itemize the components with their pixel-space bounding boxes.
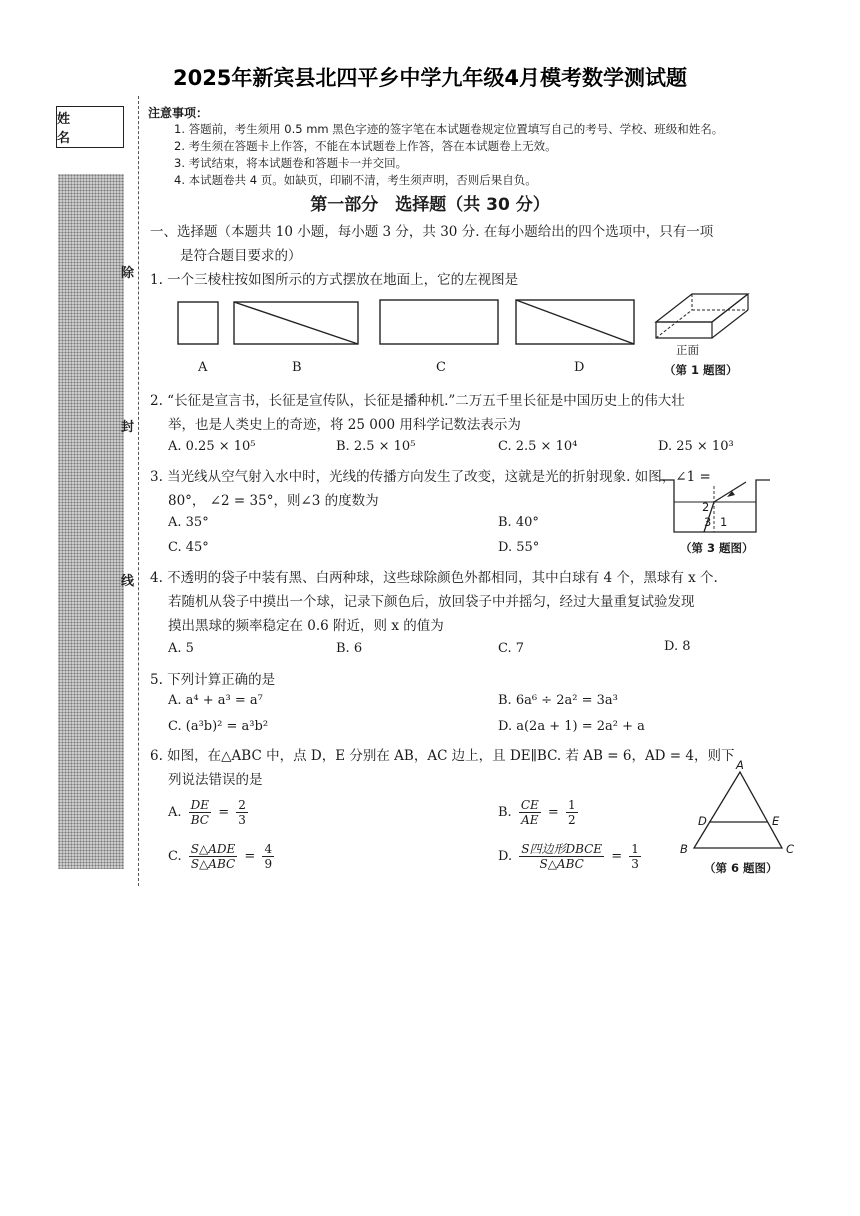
question-3-line-2: 80°， ∠2 = 35°，则∠3 的度数为 <box>168 493 379 509</box>
q6-option-b: B. $\frac{CE}{AE}$ = $\frac{1}{2}$ <box>498 798 576 827</box>
q6-vertex-e: E <box>772 814 780 828</box>
q1-prism-figure <box>652 286 762 346</box>
q5-option-c: C. (a³b)² = a³b² <box>168 719 269 734</box>
q3-option-b: B. 40° <box>498 515 539 530</box>
q2-option-a: A. 0.25 × 10⁵ <box>168 439 256 454</box>
seal-char-1: 除 <box>121 266 135 281</box>
question-4-line-2: 若随机从袋子中摸出一个球，记录下颜色后，放回袋子中并摇匀，经过大量重复试验发现 <box>168 594 695 610</box>
question-2-line-1: 2. “长征是宣言书，长征是宣传队，长征是播种机.”二万五千里长征是中国历史上的伟大壮 <box>150 393 685 409</box>
question-6-line-2: 列说法错误的是 <box>168 772 263 788</box>
q6-figure-caption: （第 6 题图） <box>704 861 778 875</box>
notice-item-4: 4. 本试题卷共 4 页。如缺页，印刷不清，考生须声明，否则后果自负。 <box>174 173 537 187</box>
question-2-line-2: 举，也是人类史上的奇迹，将 25 000 用科学记数法表示为 <box>168 417 521 433</box>
q3-angle-3-label: 3 <box>704 515 712 529</box>
dotted-panel <box>58 174 124 869</box>
question-3-line-1: 3. 当光线从空气射入水中时，光线的传播方向发生了改变，这就是光的折射现象. 如图，∠1 = <box>150 469 711 485</box>
q4-option-d: D. 8 <box>664 639 691 654</box>
q1-option-c-shape <box>380 300 498 344</box>
notice-item-1: 1. 答题前，考生须用 0.5 mm 黑色字迹的签字笔在本试题卷规定位置填写自己的考号、学校、班级和姓名。 <box>174 122 724 136</box>
q5-option-d: D. a(2a + 1) = 2a² + a <box>498 719 645 734</box>
question-5: 5. 下列计算正确的是 <box>150 672 276 688</box>
q1-label-a: A <box>198 360 208 375</box>
question-4-line-1: 4. 不透明的袋子中装有黑、白两种球，这些球除颜色外都相同，其中白球有 4 个，黑球有 x 个. <box>150 570 718 586</box>
part-1-title: 第一部分 选择题（共 30 分） <box>310 195 550 215</box>
q1-option-a-shape <box>178 302 218 344</box>
q3-figure-caption: （第 3 题图） <box>680 541 754 555</box>
q6-vertex-a: A <box>736 758 744 772</box>
q4-option-b: B. 6 <box>336 641 363 656</box>
q3-angle-2-label: 2 <box>702 500 710 514</box>
notice-item-2: 2. 考生须在答题卡上作答，不能在本试题卷上作答，答在本试题卷上无效。 <box>174 139 557 153</box>
q6-option-a: A. $\frac{DE}{BC}$ = $\frac{2}{3}$ <box>168 798 246 827</box>
q4-option-c: C. 7 <box>498 641 525 656</box>
q4-option-a: A. 5 <box>168 641 194 656</box>
q3-angle-1-label: 1 <box>720 515 728 529</box>
page-title: 2025年新宾县北四平乡中学九年级4月模考数学测试题 <box>172 66 688 90</box>
question-6-line-1: 6. 如图，在△ABC 中，点 D，E 分别在 AB，AC 边上，且 DE∥BC. 若 AB = 6，AD = 4，则下 <box>150 748 735 764</box>
q1-figure-caption: （第 1 题图） <box>664 363 738 377</box>
notice-item-3: 3. 考试结束，将本试题卷和答题卡一并交回。 <box>174 156 408 170</box>
q5-option-b: B. 6a⁶ ÷ 2a² = 3a³ <box>498 693 618 708</box>
q1-option-b-shape <box>234 302 358 344</box>
q3-option-a: A. 35° <box>168 515 209 530</box>
seal-char-3: 线 <box>121 574 135 589</box>
name-label-box: 姓 名 <box>56 106 124 148</box>
q2-option-c: C. 2.5 × 10⁴ <box>498 439 578 454</box>
q6-vertex-c: C <box>786 842 795 856</box>
q1-label-b: B <box>292 360 302 375</box>
question-4-line-3: 摸出黑球的频率稳定在 0.6 附近，则 x 的值为 <box>168 618 444 634</box>
section-1-instructions: 一、选择题（本题共 10 小题，每小题 3 分，共 30 分. 在每小题给出的四个选项中，只有一项 <box>150 224 714 240</box>
q3-option-c: C. 45° <box>168 540 209 555</box>
seal-char-2: 封 <box>121 420 135 435</box>
q6-triangle-figure <box>686 770 786 852</box>
q1-front-label: 正面 <box>676 343 699 357</box>
q1-label-d: D <box>574 360 585 375</box>
q6-vertex-d: D <box>698 814 707 828</box>
q3-option-d: D. 55° <box>498 540 540 555</box>
q1-label-c: C <box>436 360 446 375</box>
q3-refraction-figure <box>658 478 776 538</box>
q2-option-b: B. 2.5 × 10⁵ <box>336 439 416 454</box>
q1-view-options <box>176 296 676 356</box>
q6-option-c: C. $\frac{\text{S△ADE}}{\text{S△ABC}}$ = $\frac{4}{9}$ <box>168 842 273 871</box>
section-1-instructions-cont: 是符合题目要求的） <box>180 248 302 264</box>
q5-option-a: A. a⁴ + a³ = a⁷ <box>168 693 263 708</box>
q6-option-d: D. $\frac{\text{S四边形DBCE}}{\text{S△ABC}}$ = $\frac{1}{3}$ <box>498 842 639 871</box>
q2-option-d: D. 25 × 10³ <box>658 439 734 454</box>
notice-heading: 注意事项： <box>148 106 209 120</box>
q6-vertex-b: B <box>680 842 688 856</box>
question-1: 1. 一个三棱柱按如图所示的方式摆放在地面上，它的左视图是 <box>150 272 519 288</box>
q1-option-d-shape <box>516 300 634 344</box>
